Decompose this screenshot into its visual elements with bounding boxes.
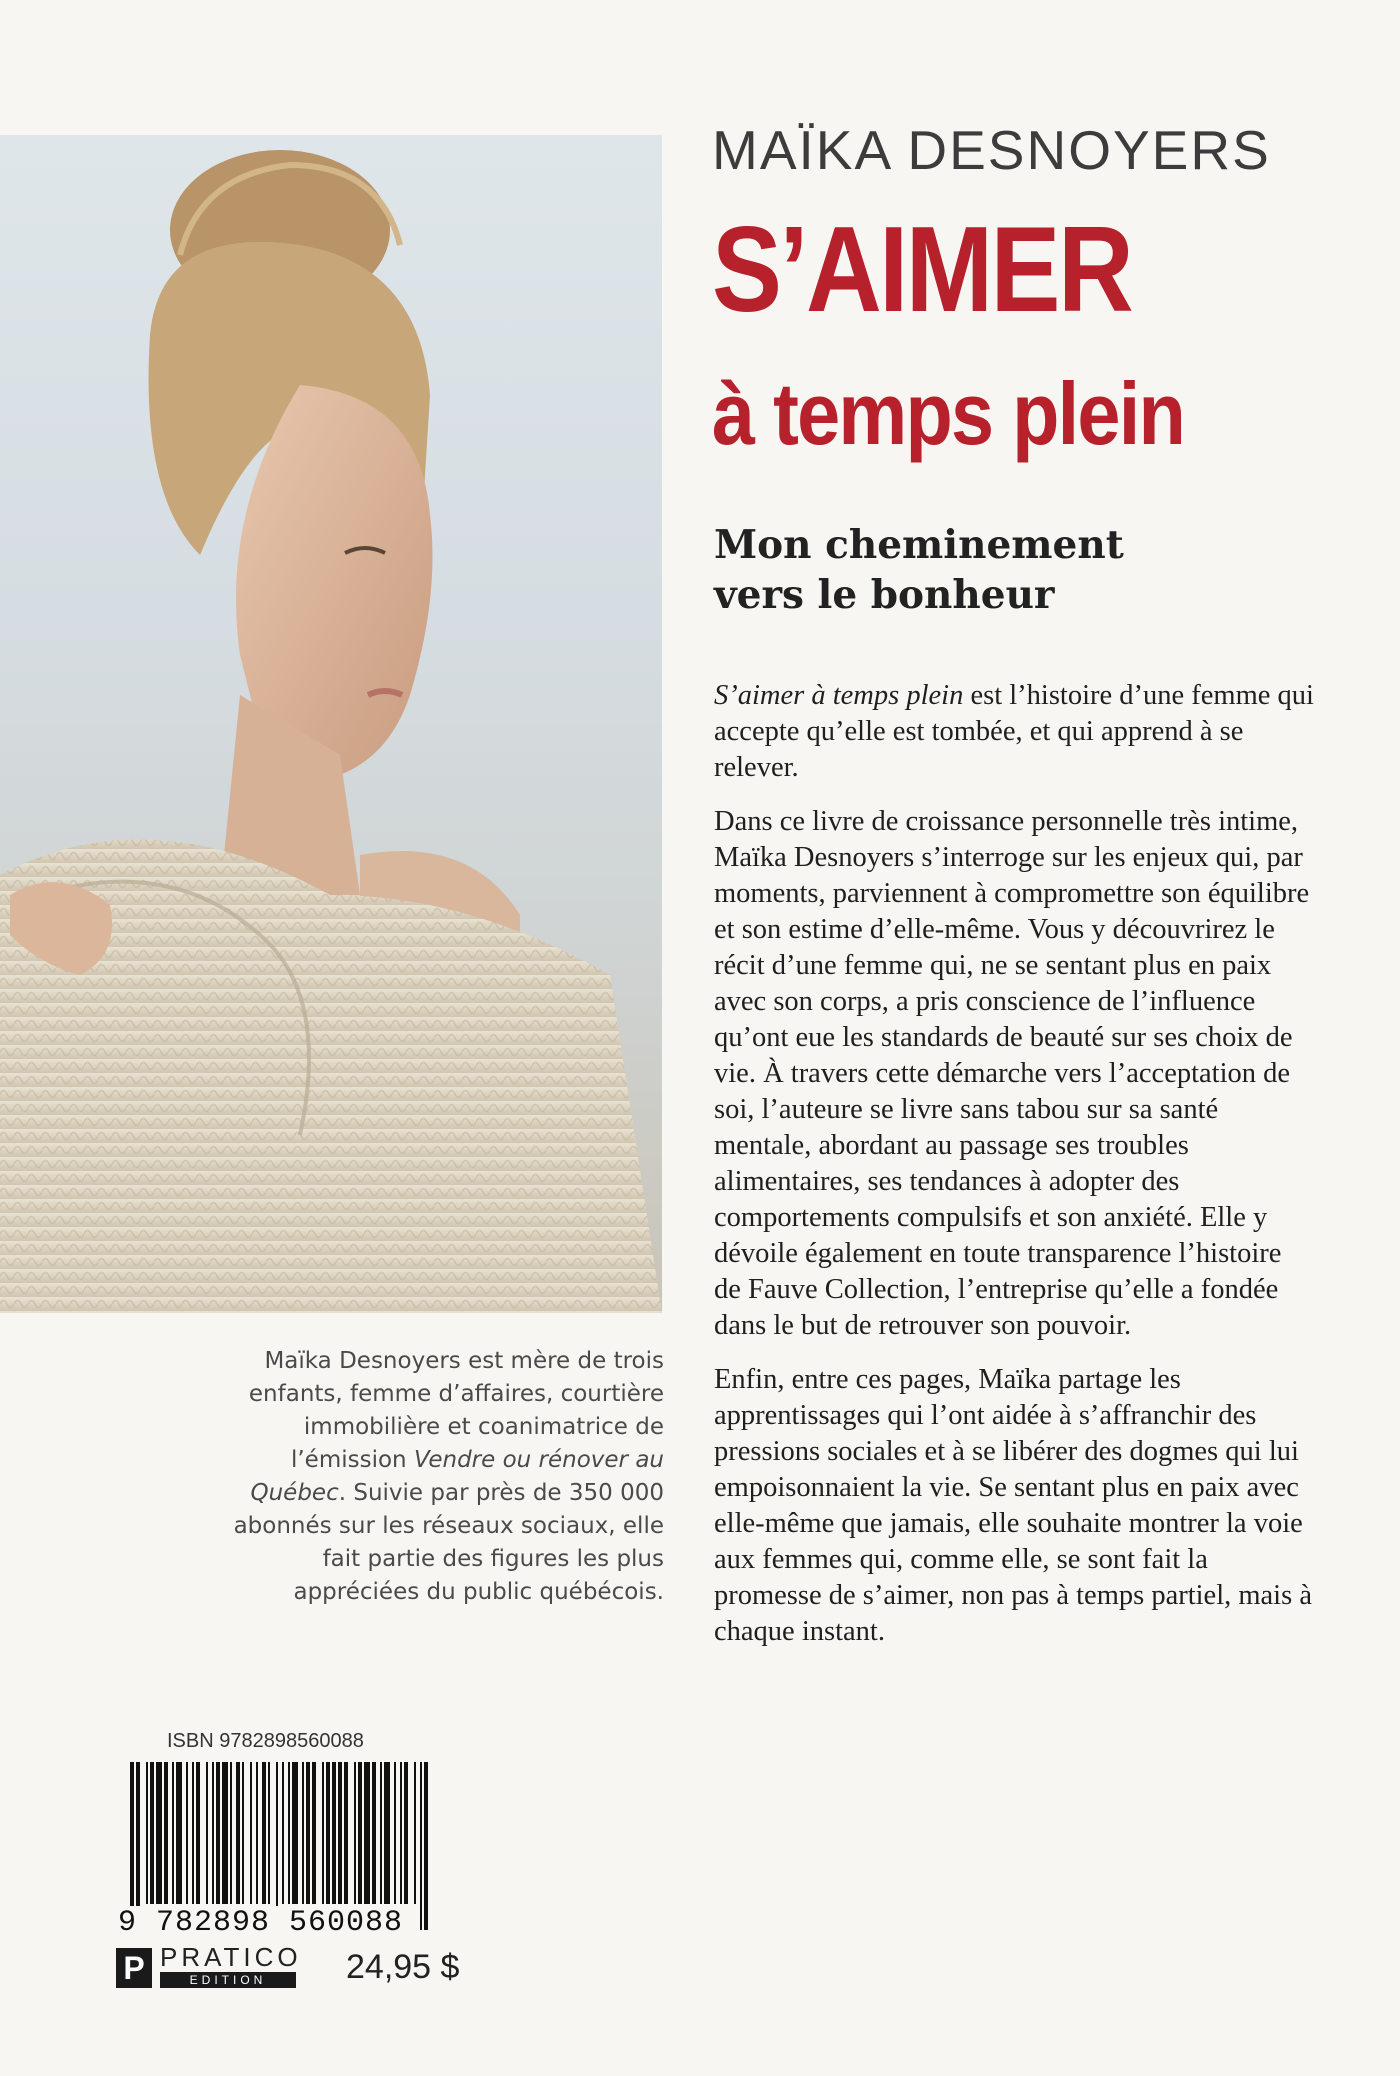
barcode-bar (292, 1762, 298, 1904)
barcode-bar (242, 1762, 244, 1904)
barcode-bar (230, 1762, 232, 1904)
barcode-bar (380, 1762, 382, 1904)
price: 24,95 $ (346, 1948, 460, 1986)
barcode-bar (212, 1762, 214, 1904)
back-cover-blurb (714, 678, 1314, 1668)
barcode-bar (420, 1762, 422, 1930)
barcode-bar (236, 1762, 240, 1904)
barcode-bar (400, 1762, 402, 1904)
barcode-bar (130, 1762, 134, 1930)
barcode-bar (338, 1762, 342, 1904)
barcode-bar (192, 1762, 194, 1904)
blurb-p1-text: est l’histoire d’une femme qui accepte qu’elle est tombée, et qui apprend à se relever. (714, 680, 1314, 783)
barcode-bar (364, 1762, 370, 1904)
subtitle-line-1: Mon cheminement (714, 522, 1124, 568)
barcode-bar (424, 1762, 428, 1930)
barcode-bar (322, 1762, 324, 1904)
author-portrait-illustration (0, 135, 662, 1313)
barcode-bar (172, 1762, 174, 1904)
bio-text-1: Maïka Desnoyers est mère de trois enfants, femme d’affaires, courtière immobilière et coanimatrice de l’émission (248, 1348, 664, 1473)
barcode-bar (344, 1762, 348, 1904)
barcode-bar (176, 1762, 182, 1904)
barcode-bar (206, 1762, 208, 1904)
barcode-bar (186, 1762, 188, 1904)
blurb-paragraph-2: Dans ce livre de croissance personnelle très intime, Maïka Desnoyers s’interroge sur les enjeux qui, par moments, parviennent à compromettre son équilibre et son estime d’elle-même. Vous y découvrirez le récit d’une femme qui, ne se sentant plus en paix avec son corps, a pris conscience de l’influence qu’ont eue les standards de beauté sur ses choix de vie. À travers cette démarche vers l’acceptation de soi, l’auteure se livre sans tabou sur sa santé mentale, abordant au passage ses troubles alimentaires, ses tendances à adopter des comportements compulsifs et son anxiété. Elle y dévoile également en toute transparence l’histoire de Fauve Collection, l’entreprise qu’elle a fondée dans le but de retrouver son pouvoir. (714, 806, 1310, 1341)
barcode-bar (276, 1762, 278, 1930)
publisher-name: PRATICO (160, 1942, 302, 1972)
barcode-bar (312, 1762, 316, 1904)
barcode-bar (150, 1762, 154, 1904)
barcode-bar (222, 1762, 228, 1904)
blurb-title-italic: S’aimer à temps plein (714, 680, 964, 711)
barcode-bar (250, 1762, 252, 1904)
barcode-bar (372, 1762, 376, 1904)
author-bio (200, 1345, 664, 1609)
book-title-secondary: à temps plein (712, 364, 1185, 463)
barcode-digits: 9 782898 560088 (118, 1906, 404, 1940)
barcode-bar (164, 1762, 168, 1904)
publisher-logo-mark: P (116, 1948, 152, 1988)
author-photo (0, 135, 662, 1313)
barcode-bar (354, 1762, 356, 1904)
barcode-bar (326, 1762, 330, 1904)
barcode-bar (156, 1762, 162, 1904)
barcode-bar (306, 1762, 310, 1904)
barcode-bar (262, 1762, 266, 1904)
isbn-label: ISBN 9782898560088 (167, 1730, 364, 1752)
barcode-bar (256, 1762, 258, 1904)
barcode-bar (282, 1762, 284, 1904)
barcode-bar (332, 1762, 336, 1904)
barcode-bar (414, 1762, 416, 1904)
blurb-paragraph-1 (714, 678, 1314, 786)
subtitle-line-2: vers le bonheur (714, 572, 1055, 618)
book-title-main: S’AIMER (712, 201, 1132, 337)
barcode-bar (136, 1762, 140, 1930)
publisher-logo (116, 1942, 306, 1992)
barcode-bar (394, 1762, 396, 1904)
book-subtitle (714, 520, 1124, 620)
barcode-bar (358, 1762, 362, 1904)
barcode-bar (216, 1762, 220, 1904)
barcode-bar (196, 1762, 200, 1904)
bio-text-2: . Suivie par près de 350 000 abonnés sur les réseaux sociaux, elle fait partie des figures les plus appréciées du public québécois. (233, 1480, 664, 1605)
barcode-bar (268, 1762, 270, 1904)
barcode-bar (384, 1762, 390, 1904)
barcode-bar (302, 1762, 304, 1904)
bio-show-title: Vendre ou rénover au Québec (250, 1447, 664, 1506)
barcode-bar (404, 1762, 408, 1904)
author-name: MAÏKA DESNOYERS (712, 119, 1271, 181)
publisher-subtitle: EDITION (160, 1972, 296, 1988)
barcode-bar (146, 1762, 148, 1904)
barcode-bar (288, 1762, 290, 1904)
blurb-paragraph-3: Enfin, entre ces pages, Maïka partage les apprentissages qui l’ont aidée à s’affranchir des pressions sociales et à se libérer des dogmes qui lui empoisonnaient la vie. Se sentant plus en paix avec elle-même que jamais, elle souhaite montrer la voie aux femmes qui, comme elle, se sont fait la promesse de s’aimer, non pas à temps partiel, mais à chaque instant. (714, 1364, 1312, 1647)
